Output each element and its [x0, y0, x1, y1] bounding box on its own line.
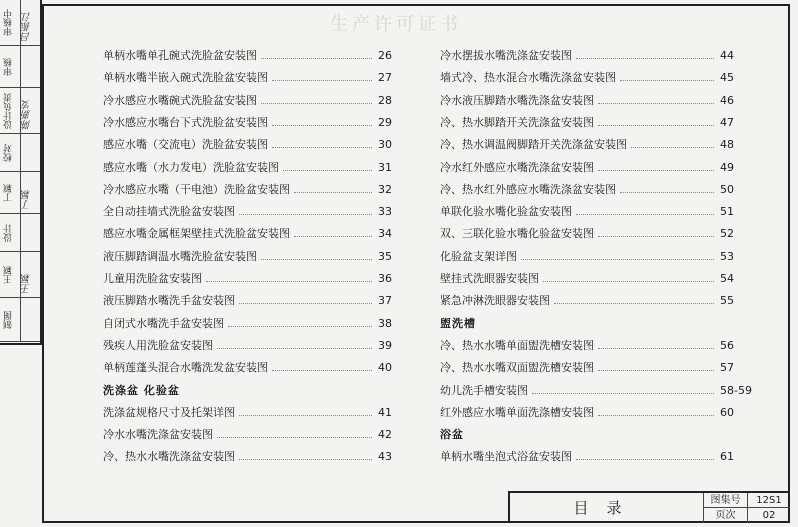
toc-entry-title: 盥洗槽	[440, 316, 476, 330]
toc-entry-title: 单柄水嘴坐泡式浴盆安装图	[440, 450, 572, 464]
sidebar-cell-label: 审核中	[4, 9, 14, 37]
toc-leader-dots	[576, 202, 714, 215]
toc-page-number: 38	[378, 316, 392, 330]
sidebar-cell	[0, 46, 40, 88]
toc-entry[interactable]	[440, 158, 760, 178]
toc-page-number: 46	[720, 93, 734, 107]
sidebar-cell-label: 设计负责	[4, 93, 14, 129]
sidebar-cell	[0, 0, 40, 46]
toc-entry[interactable]	[440, 224, 760, 244]
toc-entry[interactable]	[440, 202, 760, 222]
toc-entry-title: 冷、热水调温阀脚踏开关洗涤盆安装图	[440, 138, 627, 152]
page-number-value: 02	[762, 510, 776, 521]
toc-page-number: 29	[378, 115, 392, 129]
sidebar-cell	[0, 214, 40, 252]
toc-section-heading	[103, 381, 418, 401]
toc-page-number: 60	[720, 405, 734, 419]
toc-entry-title: 液压脚踏水嘴洗手盆安装图	[103, 294, 235, 308]
toc-page-number: 48	[720, 138, 734, 152]
toc-leader-dots	[598, 158, 714, 171]
sidebar-cell-signature	[20, 138, 38, 168]
toc-page-number: 56	[720, 338, 734, 352]
sidebar-cell-signature	[20, 50, 38, 84]
toc-entry[interactable]	[440, 113, 760, 133]
toc-leader-dots	[576, 46, 714, 59]
toc-entry-title: 感应水嘴（交流电）洗脸盆安装图	[103, 138, 268, 152]
toc-leader-dots	[598, 113, 714, 126]
atlas-number-label: 图集号	[704, 493, 748, 508]
toc-entry-title: 浴盆	[440, 428, 464, 442]
toc-page-number: 50	[720, 182, 734, 196]
toc-page-number: 55	[720, 294, 734, 308]
toc-entry-title: 冷、热水水嘴洗涤盆安装图	[103, 450, 235, 464]
toc-page-number: 39	[378, 338, 392, 352]
toc-leader-dots	[239, 447, 372, 460]
toc-entry[interactable]	[103, 91, 418, 111]
toc-leader-dots	[228, 314, 372, 327]
sidebar-cell-signature	[20, 218, 38, 248]
toc-entry-title: 洗涤盆规格尺寸及托架详图	[103, 405, 235, 419]
toc-entry[interactable]	[103, 158, 418, 178]
toc-leader-dots	[620, 68, 714, 81]
toc-leader-dots	[543, 269, 714, 282]
toc-leader-dots	[576, 447, 714, 460]
sidebar-cell-signature: 吕振江	[22, 12, 33, 42]
toc-entry[interactable]	[103, 358, 418, 378]
sidebar-cell-label: 校对	[4, 144, 14, 162]
toc-leader-dots	[598, 336, 714, 349]
toc-leader-dots	[532, 381, 714, 394]
toc-leader-dots	[261, 91, 372, 104]
toc-entry[interactable]	[440, 381, 760, 401]
toc-entry-title: 冷水感应水嘴（干电池）洗脸盆安装图	[103, 182, 290, 196]
toc-entry[interactable]	[440, 291, 760, 311]
toc-entry-title: 感应水嘴金属框架壁挂式洗脸盆安装图	[103, 227, 290, 241]
toc-entry[interactable]	[103, 447, 418, 467]
toc-entry-title: 残疾人用洗脸盆安装图	[103, 338, 213, 352]
toc-page-number: 30	[378, 138, 392, 152]
toc-entry[interactable]	[103, 135, 418, 155]
toc-leader-dots	[272, 358, 372, 371]
toc-entry[interactable]	[103, 269, 418, 289]
toc-page-number: 54	[720, 272, 734, 285]
toc-page-number: 58-59	[720, 383, 752, 397]
toc-leader-dots	[598, 224, 714, 237]
toc-entry[interactable]	[103, 314, 418, 334]
toc-entry[interactable]	[103, 336, 418, 356]
toc-entry-title: 冷、热水水嘴单面盥洗槽安装图	[440, 338, 594, 352]
toc-leader-dots	[239, 291, 372, 304]
toc-entry-title: 冷水水嘴洗涤盆安装图	[103, 428, 213, 442]
toc-entry-title: 墙式冷、热水混合水嘴洗涤盆安装图	[440, 71, 616, 85]
toc-page-number: 26	[378, 49, 392, 62]
toc-leader-dots	[598, 403, 714, 416]
toc-entry[interactable]	[103, 224, 418, 244]
toc-entry-title: 冷水感应水嘴台下式洗脸盆安装图	[103, 115, 268, 129]
toc-entry[interactable]	[103, 46, 418, 66]
toc-entry[interactable]	[440, 247, 760, 267]
toc-entry[interactable]	[440, 269, 760, 289]
toc-entry-title: 冷、热水脚踏开关洗涤盆安装图	[440, 115, 594, 129]
toc-entry-title: 单柄水嘴单孔碗式洗脸盆安装图	[103, 49, 257, 62]
toc-leader-dots	[261, 46, 372, 59]
toc-page-number: 51	[720, 205, 734, 219]
sidebar-cell-label: 王颖	[4, 266, 14, 284]
title-block-title: 目录	[510, 493, 704, 523]
faded-header-title: 生产许可证书	[330, 14, 462, 35]
toc-entry[interactable]	[440, 180, 760, 200]
toc-entry-title: 全自动挂墙式洗脸盆安装图	[103, 205, 235, 219]
toc-leader-dots	[283, 158, 372, 171]
toc-entry[interactable]	[103, 113, 418, 133]
toc-entry-title: 冷水红外感应水嘴洗涤盆安装图	[440, 160, 594, 174]
sidebar-cell	[0, 88, 40, 134]
toc-entry[interactable]	[440, 358, 760, 378]
toc-leader-dots	[598, 91, 714, 104]
toc-entry-title: 液压脚踏调温水嘴洗脸盆安装图	[103, 249, 257, 263]
toc-entry-title: 红外感应水嘴单面洗涤槽安装图	[440, 405, 594, 419]
toc-leader-dots	[272, 68, 372, 81]
toc-entry-title: 感应水嘴（水力发电）洗脸盆安装图	[103, 160, 279, 174]
sidebar-cell-label: 丁颖	[4, 184, 14, 202]
sidebar-cell-signature: 王颖	[22, 274, 33, 294]
atlas-number-value: 12S1	[748, 493, 790, 508]
toc-leader-dots	[239, 202, 372, 215]
toc-leader-dots	[554, 291, 714, 304]
toc-page-number: 27	[378, 71, 392, 85]
toc-entry-title: 单柄水嘴半嵌入碗式洗脸盆安装图	[103, 71, 268, 85]
sidebar-cell-signature	[20, 302, 38, 338]
toc-page-number: 36	[378, 272, 392, 285]
toc-leader-dots	[294, 224, 372, 237]
toc-entry-title: 冷水液压脚踏水嘴洗涤盆安装图	[440, 93, 594, 107]
toc-page-number: 32	[378, 182, 392, 196]
toc-entry[interactable]	[103, 202, 418, 222]
toc-page-number: 53	[720, 249, 734, 263]
title-block	[508, 491, 790, 523]
toc-entry[interactable]	[103, 180, 418, 200]
toc-page-number: 40	[378, 361, 392, 375]
sidebar-cell	[0, 172, 40, 214]
toc-page-number: 33	[378, 205, 392, 219]
toc-entry-title: 洗涤盆 化验盆	[103, 383, 180, 397]
toc-entry[interactable]	[103, 247, 418, 267]
toc-entry-title: 单柄莲蓬头混合水嘴洗发盆安装图	[103, 361, 268, 375]
toc-entry[interactable]	[440, 68, 760, 88]
toc-entry-title: 自闭式水嘴洗手盆安装图	[103, 316, 224, 330]
approval-sidebar	[0, 0, 42, 345]
toc-entry-title: 化验盆支架详图	[440, 249, 517, 263]
toc-entry[interactable]	[440, 91, 760, 111]
toc-entry-title: 壁挂式洗眼器安装图	[440, 272, 539, 285]
toc-entry[interactable]	[103, 68, 418, 88]
sidebar-cell-label: 制图	[4, 311, 14, 329]
toc-leader-dots	[206, 269, 372, 282]
toc-leader-dots	[631, 135, 714, 148]
toc-section-heading	[440, 314, 760, 334]
toc-leader-dots	[217, 425, 372, 438]
toc-leader-dots	[294, 180, 372, 193]
toc-page-number: 41	[378, 405, 392, 419]
sidebar-cell-label: 设计	[4, 224, 14, 242]
toc-page-number: 43	[378, 450, 392, 464]
page-number-label: 页次	[704, 508, 748, 523]
toc-page-number: 45	[720, 71, 734, 85]
toc-page-number: 28	[378, 93, 392, 107]
toc-page-number: 34	[378, 227, 392, 241]
toc-leader-dots	[272, 135, 372, 148]
toc-entry[interactable]	[440, 135, 760, 155]
toc-leader-dots	[272, 113, 372, 126]
toc-entry[interactable]	[440, 336, 760, 356]
toc-entry-title: 紧急冲淋洗眼器安装图	[440, 294, 550, 308]
sidebar-cell-signature: 丁颖	[22, 190, 33, 210]
sidebar-cell	[0, 134, 40, 172]
toc-entry-title: 冷水感应水嘴碗式洗脸盆安装图	[103, 93, 257, 107]
toc-page-number: 31	[378, 160, 392, 174]
toc-page-number: 44	[720, 49, 734, 62]
toc-leader-dots	[217, 336, 372, 349]
sidebar-cell	[0, 252, 40, 298]
toc-page-number: 61	[720, 450, 734, 464]
sidebar-cell-label: 审核	[4, 58, 14, 76]
toc-leader-dots	[239, 403, 372, 416]
toc-section-heading	[440, 425, 760, 445]
toc-page-number: 37	[378, 294, 392, 308]
toc-page-number: 52	[720, 227, 734, 241]
toc-page-number: 47	[720, 115, 734, 129]
sidebar-cell	[0, 298, 40, 342]
toc-entry-title: 单联化验水嘴化验盆安装图	[440, 205, 572, 219]
sidebar-cell-signature: 陈新安	[22, 100, 33, 130]
toc-leader-dots	[620, 180, 714, 193]
toc-page-number: 42	[378, 428, 392, 442]
toc-entry[interactable]	[440, 403, 760, 423]
toc-entry-title: 冷水摆拔水嘴洗涤盆安装图	[440, 49, 572, 62]
toc-entry[interactable]	[103, 291, 418, 311]
toc-page-number: 49	[720, 160, 734, 174]
toc-leader-dots	[598, 358, 714, 371]
toc-page-number: 57	[720, 361, 734, 375]
toc-page-number: 35	[378, 249, 392, 263]
toc-entry-title: 儿童用洗脸盆安装图	[103, 272, 202, 285]
toc-leader-dots	[261, 247, 372, 260]
toc-entry[interactable]	[103, 403, 418, 423]
toc-entry[interactable]	[440, 447, 760, 467]
toc-entry-title: 双、三联化验水嘴化验盆安装图	[440, 227, 594, 241]
toc-entry[interactable]	[103, 425, 418, 445]
toc-entry-title: 幼儿洗手槽安装图	[440, 383, 528, 397]
toc-leader-dots	[521, 247, 714, 260]
toc-entry[interactable]	[440, 46, 760, 66]
toc-entry-title: 冷、热水红外感应水嘴洗涤盆安装图	[440, 182, 616, 196]
toc-entry-title: 冷、热水水嘴双面盥洗槽安装图	[440, 361, 594, 375]
